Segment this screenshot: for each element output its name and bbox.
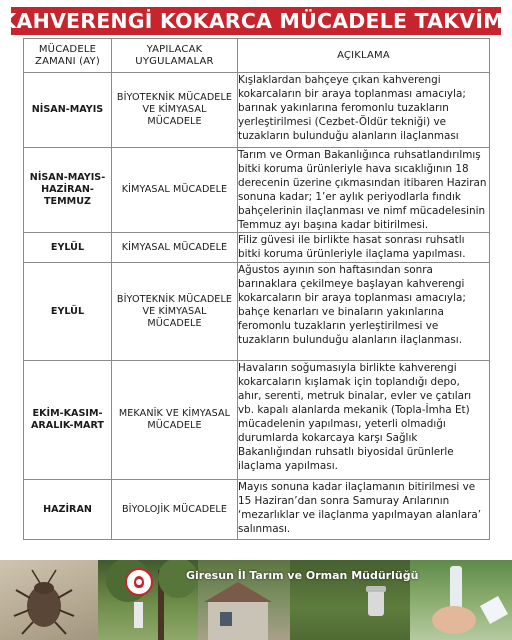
photo-strip [0, 560, 512, 640]
application-line: VE KİMYASAL [142, 305, 207, 317]
table-row [24, 361, 490, 480]
description-line: ‘mezarlıklar ve ilaçlanma yapılmayan alanlara’ [238, 509, 482, 521]
application-cell [112, 73, 238, 148]
description-line: feromonlu tuzakların yerleştirilmesi ve [238, 320, 439, 332]
period-line: NİSAN-MAYIS [31, 104, 104, 115]
description-line: Kışlaklardan bahçeye çıkan kahverengi [238, 74, 441, 86]
period-cell [24, 263, 112, 361]
ministry-logo-icon [125, 568, 153, 596]
description-line: kokarcaların bir araya toplanması amacıyla; [238, 88, 466, 100]
description-cell [238, 480, 490, 540]
description-line: salınması. [238, 523, 291, 535]
period-line: EKİM-KASIM- [32, 408, 103, 419]
header-application [112, 39, 238, 73]
page-title: KAHVERENGİ KOKARCA MÜCADELE TAKVİMİ [0, 9, 512, 33]
description-line: kokarcaların kışlamak için toplandığı depo, [238, 376, 460, 388]
application-line: BİYOLOJİK MÜCADELE [121, 503, 228, 515]
table-row [24, 148, 490, 233]
description-line: ahır, serenti, metruk binalar, evler ve çatıları [238, 390, 472, 402]
application-cell [112, 233, 238, 263]
period-line: HAZİRAN- [41, 184, 94, 195]
description-line: barınak yakınlarına feromonlu tuzakların [238, 102, 449, 114]
description-line: Tarım ve Orman Bakanlığınca ruhsatlandırılmış [238, 149, 481, 161]
table-row [24, 233, 490, 263]
application-line: BİYOTEKNİK MÜCADELE [116, 293, 233, 305]
application-cell [112, 148, 238, 233]
stink-bug-icon [0, 560, 98, 640]
description-cell [238, 73, 490, 148]
description-line: Bakanlığından ruhsatlı biyosidal ürünlerle [238, 446, 454, 458]
samurai-wasp-release-photo [410, 560, 512, 640]
description-line: Havaların soğumasıyla birlikte kahverengi [238, 362, 457, 374]
description-cell [238, 148, 490, 233]
application-cell [112, 361, 238, 480]
application-line: BİYOTEKNİK MÜCADELE [116, 92, 233, 103]
header-row [24, 39, 490, 73]
table-row [24, 480, 490, 540]
period-line: EYLÜL [50, 241, 85, 253]
period-cell [24, 73, 112, 148]
application-cell [112, 480, 238, 540]
description-line: barınaklara çekilmeye başlayan kahverengi [238, 278, 465, 290]
period-cell [24, 148, 112, 233]
description-line: ilaçlama yapılması. [238, 460, 338, 472]
header-description-line: AÇIKLAMA [337, 49, 390, 61]
period-line: NİSAN-MAYIS- [29, 172, 106, 183]
stink-bug-photo [0, 560, 98, 640]
header-application-line: YAPILACAK [146, 43, 203, 55]
period-line: HAZİRAN [43, 503, 92, 515]
period-line: TEMMUZ [44, 196, 91, 207]
description-line: Ağustos ayının son haftasından sonra [238, 264, 433, 276]
description-line: Mayıs sonuna kadar ilaçlamanın bitirilmesi ve [238, 481, 476, 493]
description-line: bahçelerinin ilaçlanması ve nimf mücadelesinin [238, 205, 486, 217]
description-line: Temmuz ayı başına kadar bitirilmesi. [238, 219, 429, 231]
description-cell [238, 263, 490, 361]
header-description [238, 39, 490, 73]
period-cell [24, 480, 112, 540]
description-line: kokarcaların bir araya toplanması amacıyla; [238, 292, 466, 304]
description-line: tuzakların bulunduğu alanların ilaçlanması. [238, 334, 462, 346]
description-line: mücadelenin yapılması, yeterli olmadığı [238, 418, 446, 430]
table-row [24, 263, 490, 361]
application-line: VE KİMYASAL [142, 104, 207, 115]
application-cell [112, 263, 238, 361]
description-cell [238, 233, 490, 263]
description-line: derecenin üzerine çıkmasından itibaren Haziran [238, 177, 487, 189]
header-period-line: MÜCADELE [38, 43, 97, 55]
description-line: yerleştirilmesi (Cezbet-Öldür tekniği) ve [238, 116, 447, 128]
description-line: bahçe kenarları ve binaların yakınlarına [238, 306, 444, 318]
application-line: MÜCADELE [147, 420, 202, 431]
table-row [24, 73, 490, 148]
application-line: KİMYASAL MÜCADELE [121, 184, 228, 195]
title-banner [0, 7, 512, 35]
application-line: MEKANİK VE KİMYASAL [118, 408, 231, 419]
directorate-caption: Giresun İl Tarım ve Orman Müdürlüğü [186, 569, 419, 582]
description-line: 15 Haziran’dan sonra Samuray Arılarının [238, 495, 450, 507]
period-cell [24, 233, 112, 263]
description-cell [238, 361, 490, 480]
description-line: vb. kapalı alanlarda mekanik (Topla-İmha Et) [238, 404, 470, 416]
header-application-line: UYGULAMALAR [135, 55, 214, 67]
application-line: MÜCADELE [147, 116, 202, 127]
description-line: bitki koruma ürünleriyle hava sıcaklığının 18 [238, 163, 469, 175]
period-cell [24, 361, 112, 480]
description-line: durumlarda kokarcaya karşı Sağlık [238, 432, 418, 444]
application-line: KİMYASAL MÜCADELE [121, 241, 228, 253]
period-line: ARALIK-MART [31, 420, 104, 431]
description-line: tuzakların bulunduğu alanların ilaçlanması [238, 130, 459, 142]
period-line: EYLÜL [50, 305, 85, 317]
description-line: sonuna kadar; 1’er aylık periyodlarla fındık [238, 191, 461, 203]
hand-icon [410, 560, 512, 640]
description-line: bitki koruma ürünleriyle ilaçlama yapılması. [238, 248, 466, 260]
description-line: Filiz güvesi ile birlikte hasat sonrası ruhsatlı [238, 234, 465, 246]
header-period-line: ZAMANI (AY) [35, 55, 100, 67]
header-period [24, 39, 112, 73]
application-line: MÜCADELE [147, 317, 202, 329]
control-calendar-table [23, 38, 490, 540]
